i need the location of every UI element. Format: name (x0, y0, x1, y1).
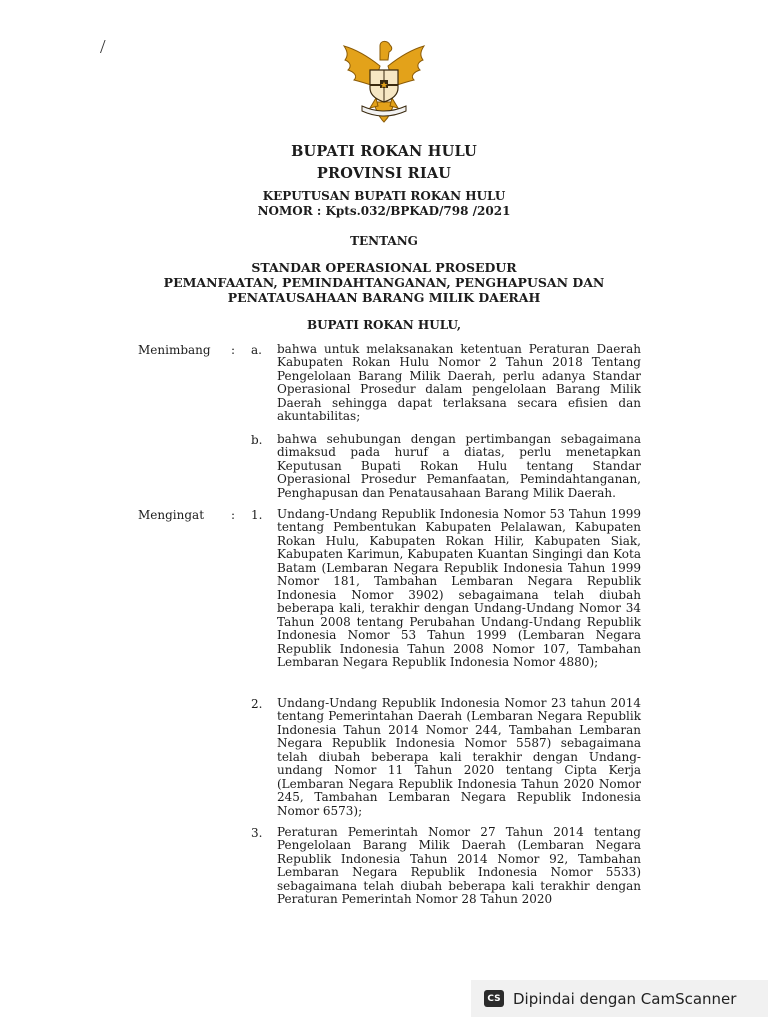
handwritten-mark: / (100, 36, 106, 58)
mengingat-1-mark: 1. (251, 508, 263, 522)
garuda-emblem (336, 36, 432, 126)
header-province: PROVINSI RIAU (316, 165, 452, 182)
mengingat-label: Mengingat (138, 508, 205, 522)
mengingat-3-mark: 3. (251, 826, 263, 840)
camscanner-watermark (471, 980, 768, 1017)
menimbang-a-text: bahwa untuk melaksanakan ketentuan Peraturan Daerah Kabupaten Rokan Hulu Nomor 2 Tahun 2018 Tentang Pengelolaan Barang Milik Daerah, perlu adanya Standar Operasional Prosedur dalam pengelolaan Barang Milik Daerah sehingga dapat terlaksana secara efisien dan akuntabilitas; (277, 342, 641, 424)
mengingat-3-text: Peraturan Pemerintah Nomor 27 Tahun 2014 tentang Pengelolaan Barang Milik Daerah (Lembaran Negara Republik Indonesia Tahun 2014 Nomor 92, Tambahan Lembaran Negara Republik Indonesia Nomor 5533) sebagaimana telah diubah beberapa kali terakhir dengan Peraturan Pemerintah Nomor 28 Tahun 2020 (277, 825, 641, 907)
subject-line-2: PEMANFAATAN, PEMINDAHTANGANAN, PENGHAPUSAN DAN (163, 275, 605, 290)
subject-title (0, 260, 768, 305)
decree-title: KEPUTUSAN BUPATI ROKAN HULU (262, 189, 506, 203)
subject-line-1: STANDAR OPERASIONAL PROSEDUR (251, 260, 517, 275)
menimbang-colon: : (231, 343, 236, 357)
mengingat-2-mark: 2. (251, 697, 263, 711)
menimbang-b-mark: b. (251, 433, 263, 447)
camscanner-icon: CS (484, 990, 504, 1007)
issuer: BUPATI ROKAN HULU, (306, 318, 462, 332)
decree-number: NOMOR : Kpts.032/BPKAD/798 /2021 (257, 204, 511, 218)
menimbang-label: Menimbang (138, 343, 211, 357)
about-heading: TENTANG (350, 234, 418, 248)
menimbang-a-mark: a. (251, 343, 262, 357)
menimbang-b-text: bahwa sehubungan dengan pertimbangan sebagaimana dimaksud pada huruf a diatas, perlu menetapkan Keputusan Bupati Rokan Hulu tentang Standar Operasional Prosedur Pemanfaatan, Pemindahtanganan, Penghapusan dan Penatausahaan Barang Milik Daerah. (277, 432, 641, 500)
subject-line-3: PENATAUSAHAAN BARANG MILIK DAERAH (227, 290, 541, 305)
camscanner-label: Dipindai dengan CamScanner (513, 989, 737, 1008)
mengingat-colon: : (231, 508, 236, 522)
mengingat-1-text: Undang-Undang Republik Indonesia Nomor 53 Tahun 1999 tentang Pembentukan Kabupaten Pelalawan, Kabupaten Rokan Hulu, Kabupaten Rokan Hilir, Kabupaten Siak, Kabupaten Karimun, Kabupaten Kuantan Singingi dan Kota Batam (Lembaran Negara Republik Indonesia Tahun 1999 Nomor 181, Tambahan Lembaran Negara Republik Indonesia Nomor 3902) sebagaimana telah diubah beberapa kali, terakhir dengan Undang-Undang Nomor 34 Tahun 2008 tentang Perubahan Undang-Undang Republik Indonesia Nomor 53 Tahun 1999 (Lembaran Negara Republik Indonesia Tahun 2008 Nomor 107, Tambahan Lembaran Negara Republik Indonesia Nomor 4880); (277, 507, 641, 669)
header-regent: BUPATI ROKAN HULU (291, 143, 477, 160)
mengingat-2-text: Undang-Undang Republik Indonesia Nomor 23 tahun 2014 tentang Pemerintahan Daerah (Lembaran Negara Republik Indonesia Tahun 2014 Nomor 244, Tambahan Lembaran Negara Republik Indonesia Nomor 5587) sebagaimana telah diubah beberapa kali terakhir dengan Undang-undang Nomor 11 Tahun 2020 tentang Cipta Kerja (Lembaran Negara Republik Indonesia Tahun 2020 Nomor 245, Tambahan Lembaran Negara Republik Indonesia Nomor 6573); (277, 696, 641, 818)
